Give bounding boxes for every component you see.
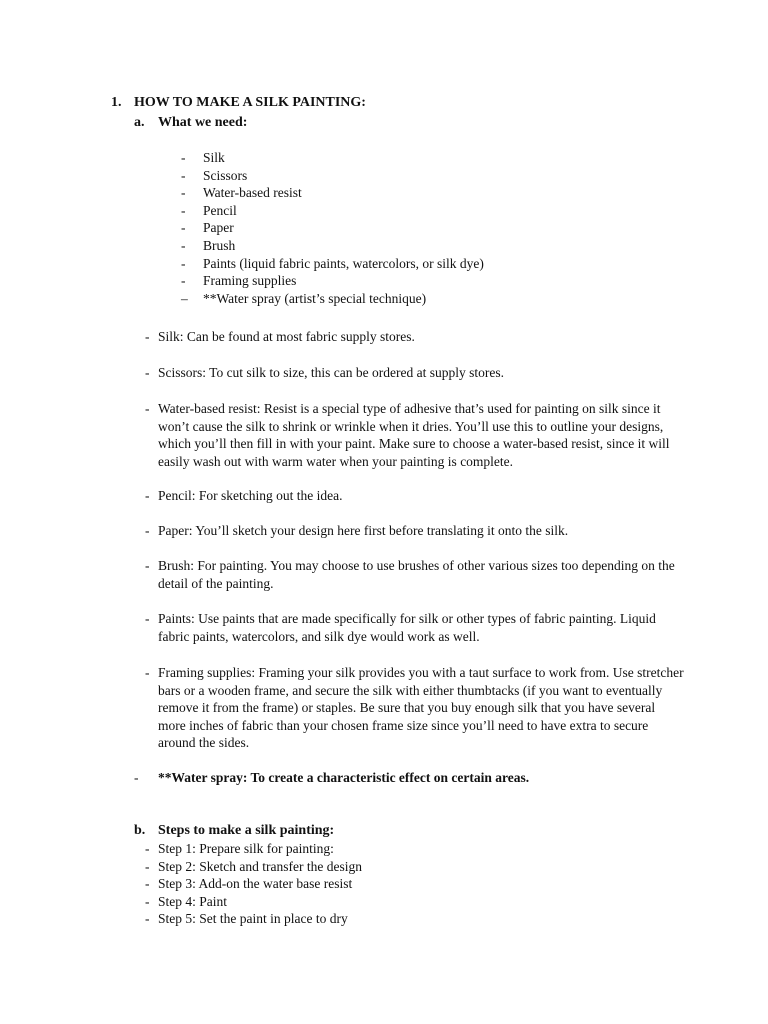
section-b-letter: b.	[134, 823, 146, 838]
list-dash: -	[145, 876, 150, 892]
list-dash: -	[145, 488, 150, 503]
list-dash: -	[145, 523, 150, 538]
list-dash: -	[145, 858, 150, 874]
description-text: Scissors: To cut silk to size, this can be ordered at supply stores.	[158, 365, 505, 380]
description-scissors	[145, 364, 685, 382]
list-dash: -	[181, 185, 186, 201]
step-text: Step 2: Sketch and transfer the design	[158, 858, 362, 874]
description-text: **Water spray: To create a characteristic effect on certain areas.	[158, 770, 530, 785]
list-item-text: Pencil	[203, 202, 237, 218]
list-dash: -	[134, 770, 139, 785]
list-item-text: Silk	[203, 150, 225, 165]
step-text: Step 3: Add-on the water base resist	[158, 876, 353, 892]
list-dash: -	[145, 665, 150, 680]
description-paper	[145, 522, 685, 540]
section-a-letter: a.	[134, 115, 145, 130]
list-item-text: Scissors	[203, 167, 248, 183]
list-item-text: Framing supplies	[203, 273, 297, 289]
description-text: Pencil: For sketching out the idea.	[158, 488, 343, 503]
section-b-title: Steps to make a silk painting:	[158, 823, 335, 838]
description-text: Framing supplies: Framing your silk provides you with a taut surface to work from. Use stretcher bars or a wooden frame, and secure the silk with either thumbtacks (if you want to eventually remove it from the frame) or staples. Be sure that you buy enough silk that you have several more inches of fabric than your chosen frame size since you’ll need to have extra to secure around the sides.	[158, 665, 684, 751]
step-text: Step 1: Prepare silk for painting:	[158, 841, 334, 856]
list-dash: -	[145, 911, 150, 927]
list-dash: -	[145, 329, 150, 344]
step-text: Step 5: Set the paint in place to dry	[158, 911, 348, 927]
heading-number: 1.	[111, 95, 122, 110]
list-dash: -	[145, 401, 150, 416]
list-dash: -	[181, 273, 186, 289]
description-resist	[145, 400, 685, 470]
description-framing	[145, 664, 685, 752]
page-title: HOW TO MAKE A SILK PAINTING:	[134, 95, 366, 110]
description-text: Paints: Use paints that are made specifically for silk or other types of fabric painting. Liquid fabric paints, watercolors, and silk dye would work as well.	[158, 611, 656, 644]
step-text: Step 4: Paint	[158, 893, 228, 909]
list-item-text: Paper	[203, 220, 234, 236]
description-text: Silk: Can be found at most fabric supply stores.	[158, 329, 415, 344]
list-dash: -	[181, 202, 186, 218]
description-pencil	[145, 487, 685, 505]
list-item-text: **Water spray (artist’s special technique)	[203, 290, 427, 306]
description-text: Paper: You’ll sketch your design here first before translating it onto the silk.	[158, 523, 569, 538]
list-dash: -	[181, 150, 186, 165]
list-item-text: Brush	[203, 237, 236, 253]
list-dash: -	[145, 558, 150, 573]
list-dash: –	[181, 290, 188, 306]
list-dash: -	[145, 611, 150, 626]
list-item-text: Paints (liquid fabric paints, watercolors, or silk dye)	[203, 255, 484, 271]
section-a-title: What we need:	[158, 115, 248, 130]
list-dash: -	[181, 167, 186, 183]
list-dash: -	[181, 255, 186, 271]
list-dash: -	[145, 893, 150, 909]
description-text: Brush: For painting. You may choose to use brushes of other various sizes too depending on the detail of the painting.	[158, 558, 675, 591]
list-dash: -	[181, 220, 186, 236]
list-item-text: Water-based resist	[203, 185, 302, 201]
description-text: Water-based resist: Resist is a special type of adhesive that’s used for painting on silk since it won’t cause the silk to shrink or wrinkle when it dries. You’ll use this to outline your designs, which you’ll then fill in with your paint. Make sure to choose a water-based resist, since it will easily wash out with warm water when your painting is complete.	[158, 401, 670, 469]
list-dash: -	[145, 841, 150, 856]
description-silk	[145, 328, 685, 346]
description-paints	[145, 610, 685, 645]
list-dash: -	[145, 365, 150, 380]
description-brush	[145, 557, 685, 592]
list-dash: -	[181, 237, 186, 253]
